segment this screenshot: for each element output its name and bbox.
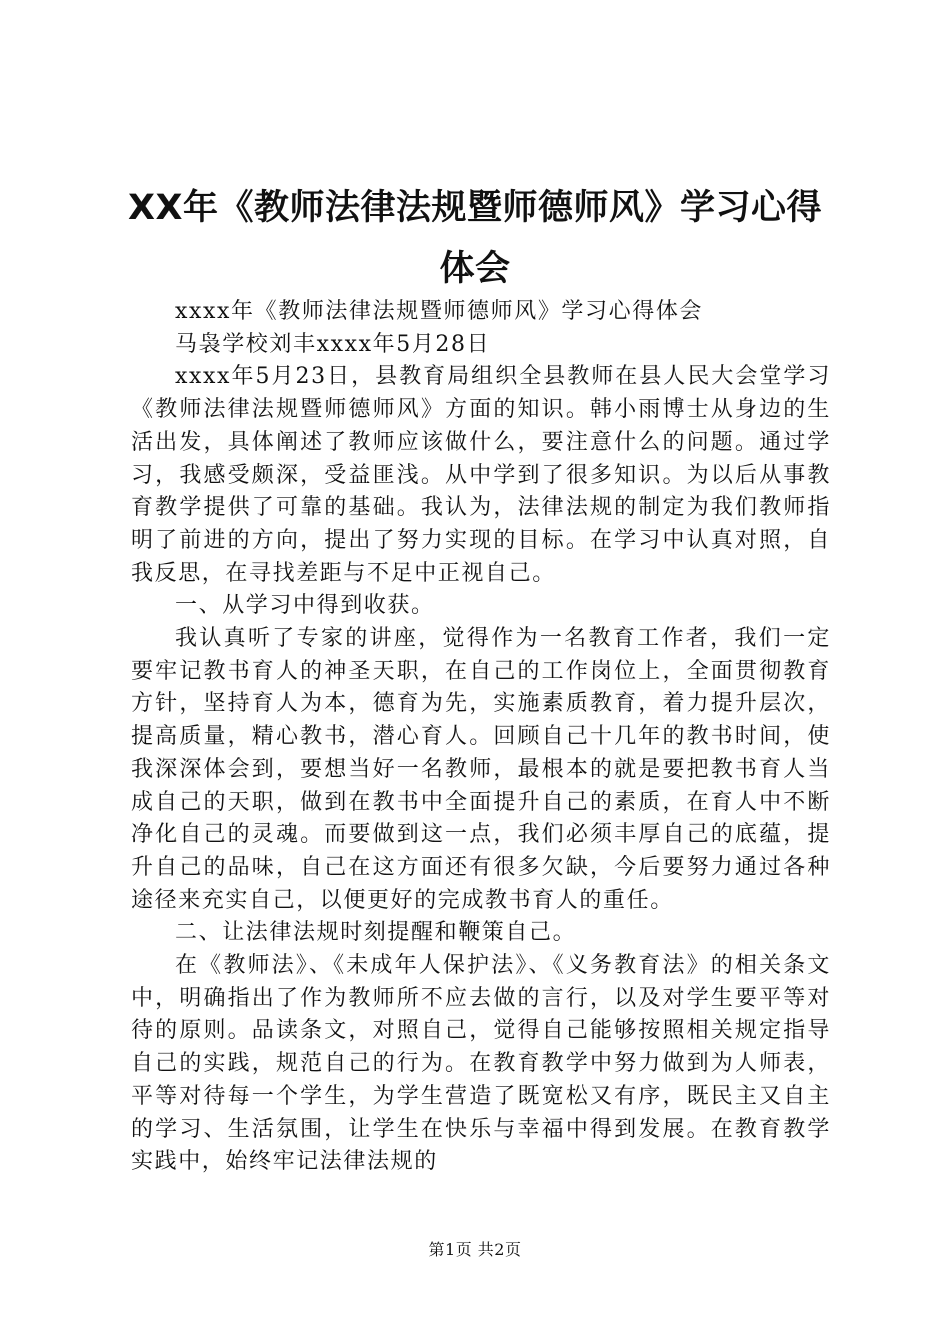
paragraph-section-2: 在《教师法》、《未成年人保护法》、《义务教育法》的相关条文中，明确指出了作为教师所不应去做的言行，以及对学生要平等对待的原则。品读条文，对照自己，觉得自己能够按照相关规定指导自己的实践，规范自己的行为。在教育教学中努力做到为人师表，平等对待每一个学生，为学生营造了既宽松又有序，既民主又自主的学习、生活氛围，让学生在快乐与幸福中得到发展。在教育教学实践中，始终牢记法律法规的 <box>131 953 831 1175</box>
document-body <box>131 296 831 1179</box>
section-heading-1: 一、从学习中得到收获。 <box>175 593 435 619</box>
paragraph-author-date: 马袅学校刘丰xxxx年5月28日 <box>175 331 491 357</box>
paragraph-intro: xxxx年5月23日，县教育局组织全县教师在县人民大会堂学习《教师法律法规暨师德师风》方面的知识。韩小雨博士从身边的生活出发，具体阐述了教师应该做什么，要注意什么的问题。通过学习，我感受颇深，受益匪浅。从中学到了很多知识。为以后从事教育教学提供了可靠的基础。我认为，法律法规的制定为我们教师指明了前进的方向，提出了努力实现的目标。在学习中认真对照，自我反思，在寻找差距与不足中正视自己。 <box>131 364 831 586</box>
section-heading-2: 二、让法律法规时刻提醒和鞭策自己。 <box>175 920 577 946</box>
paragraph-section-1: 我认真听了专家的讲座，觉得作为一名教育工作者，我们一定要牢记教书育人的神圣天职，在自己的工作岗位上，全面贯彻教育方针，坚持育人为本，德育为先，实施素质教育，着力提升层次，提高质量，精心教书，潜心育人。回顾自己十几年的教书时间，使我深深体会到，要想当好一名教师，最根本的就是要把教书育人当成自己的天职，做到在教书中全面提升自己的素质，在育人中不断净化自己的灵魂。而要做到这一点，我们必须丰厚自己的底蕴，提升自己的品味，自己在这方面还有很多欠缺，今后要努力通过各种途径来充实自己，以便更好的完成教书育人的重任。 <box>131 626 831 913</box>
paragraph-subtitle: xxxx年《教师法律法规暨师德师风》学习心得体会 <box>175 299 704 324</box>
document-title-line-2: 体会 <box>439 249 511 289</box>
page-footer: 第1页 共2页 <box>428 1240 522 1259</box>
document-title-line-1: XX年《教师法律法规暨师德师风》学习心得 <box>128 188 822 228</box>
